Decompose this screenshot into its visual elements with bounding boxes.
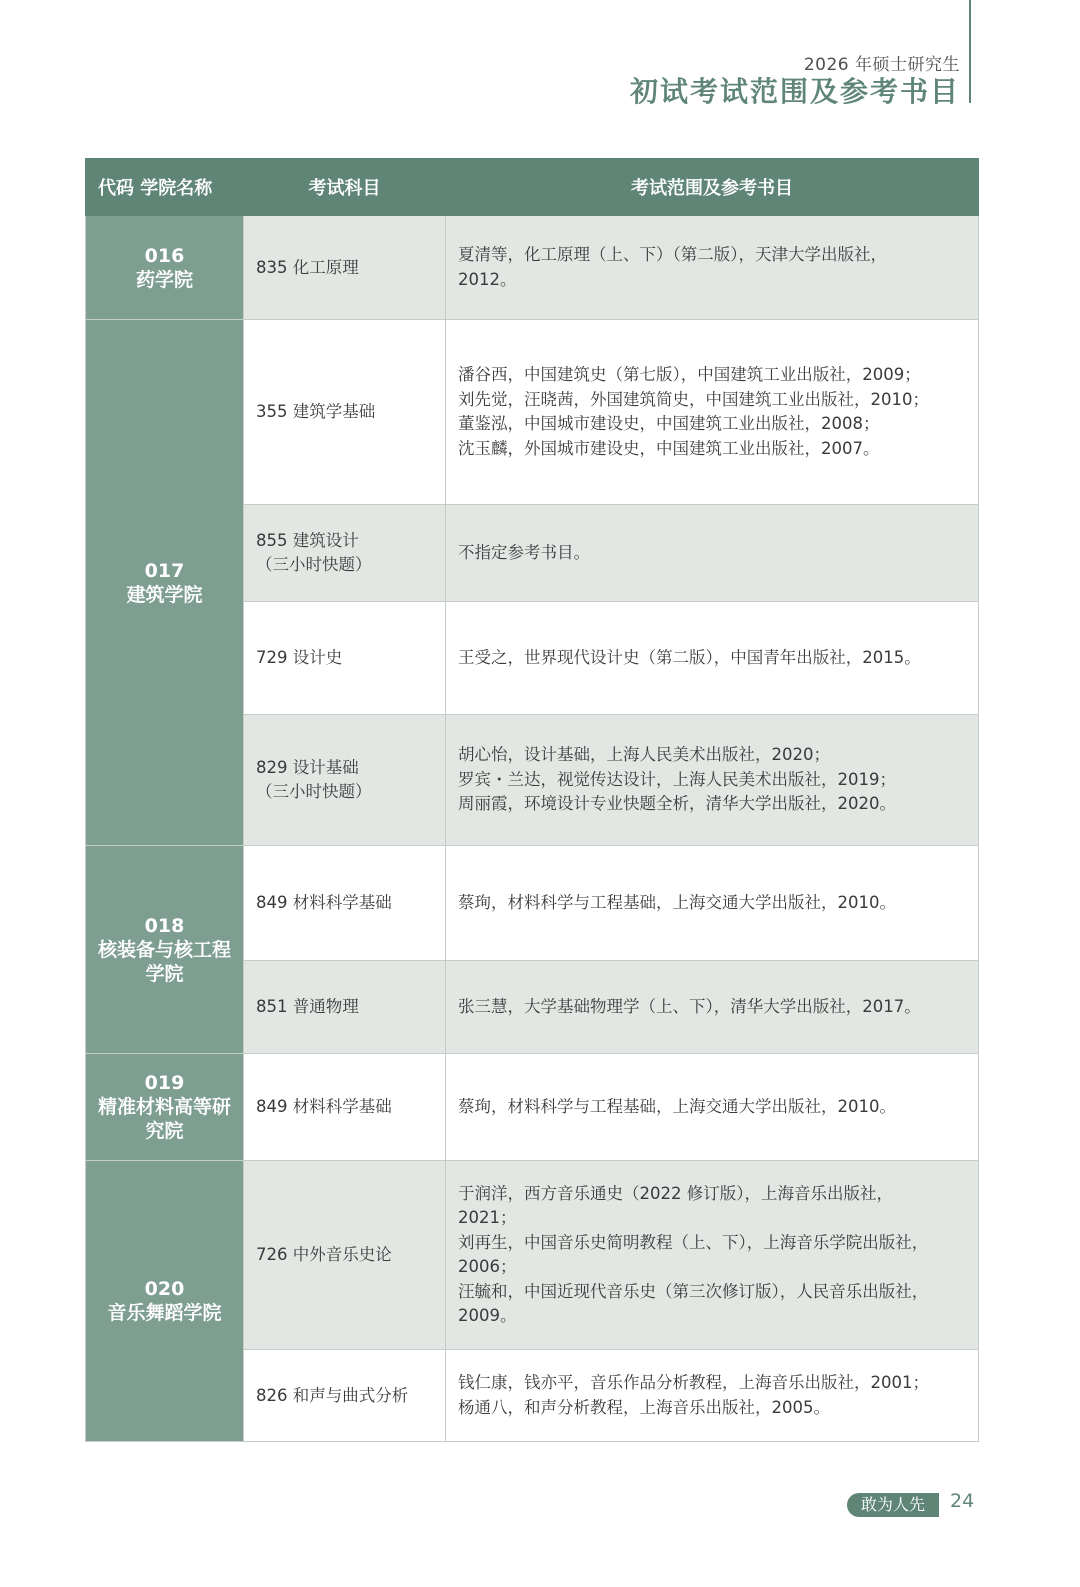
institute-name: 核装备与核工程学院 (97, 938, 231, 985)
header-subtitle: 2026 年硕士研究生 (803, 55, 960, 75)
subject-line: 829 设计基础 (256, 758, 359, 777)
subject-line: （三小时快题） (256, 555, 372, 574)
ref-line: 于润洋，西方音乐通史（2022 修订版），上海音乐出版社， (458, 1183, 893, 1203)
subject-line: 851 普通物理 (256, 997, 359, 1016)
institute-name: 音乐舞蹈学院 (107, 1302, 222, 1324)
table-row (86, 1161, 979, 1350)
subject-line: 849 材料科学基础 (256, 893, 392, 912)
institute-name: 药学院 (135, 268, 193, 291)
subject-line: 726 中外音乐史论 (256, 1245, 392, 1264)
refs-cell (446, 715, 979, 846)
ref-line: 刘先觉，汪晓茜，外国建筑简史，中国建筑工业出版社，2010； (458, 389, 929, 409)
subject-cell (244, 715, 446, 846)
subject-cell (244, 961, 446, 1054)
subject-cell (244, 1161, 446, 1350)
footer-slogan-tag: 敢为人先 (847, 1493, 939, 1517)
ref-line: 2009。 (458, 1306, 517, 1325)
ref-line: 潘谷西，中国建筑史（第七版），中国建筑工业出版社，2009； (458, 365, 921, 384)
subject-cell (244, 320, 446, 505)
subject-cell (244, 505, 446, 602)
institute-code: 020 (144, 1278, 185, 1300)
ref-line: 罗宾・兰达，视觉传达设计，上海人民美术出版社，2019； (458, 769, 896, 789)
ref-line: 胡心怡，设计基础，上海人民美术出版社，2020； (458, 745, 830, 765)
institute-cell (86, 216, 244, 320)
refs-cell (446, 1161, 979, 1350)
subject-line: 835 化工原理 (256, 257, 359, 277)
subject-cell (244, 216, 446, 320)
ref-line: 张三慧，大学基础物理学（上、下），清华大学出版社，2017。 (458, 996, 921, 1016)
ref-line: 汪毓和，中国近现代音乐史（第三次修订版），人民音乐出版社， (458, 1281, 929, 1301)
institute-code: 018 (144, 914, 185, 937)
table-row (86, 216, 979, 320)
subject-line: 729 设计史 (256, 648, 343, 667)
refs-cell (446, 216, 979, 320)
subject-line: 826 和声与曲式分析 (256, 1385, 409, 1405)
ref-line: 不指定参考书目。 (458, 542, 590, 562)
subject-line: （三小时快题） (256, 782, 372, 801)
header-divider-line (969, 0, 971, 103)
page-title: 初试考试范围及参考书目 (629, 75, 960, 108)
ref-line: 周丽霞，环境设计专业快题全析，清华大学出版社，2020。 (458, 794, 896, 814)
subject-cell (244, 846, 446, 961)
refs-cell (446, 1350, 979, 1442)
table-header-row (86, 159, 979, 216)
ref-line: 2006； (458, 1257, 517, 1276)
ref-line: 刘再生，中国音乐史简明教程（上、下），上海音乐学院出版社， (458, 1232, 929, 1252)
subject-line: 355 建筑学基础 (256, 402, 376, 421)
ref-line: 董鉴泓，中国城市建设史，中国建筑工业出版社，2008； (458, 414, 880, 433)
ref-line: 王受之，世界现代设计史（第二版），中国青年出版社，2015。 (458, 647, 921, 667)
institute-name: 精准材料高等研究院 (97, 1096, 231, 1142)
refs-cell (446, 320, 979, 505)
header-subject: 考试科目 (244, 159, 446, 216)
subject-cell (244, 602, 446, 715)
institute-name: 建筑学院 (126, 583, 203, 606)
table-row (86, 846, 979, 961)
ref-line: 沈玉麟，外国城市建设史，中国建筑工业出版社，2007。 (458, 438, 880, 458)
refs-cell (446, 1054, 979, 1161)
institute-cell (86, 1161, 244, 1442)
institute-code: 017 (144, 559, 185, 582)
ref-line: 蔡珣，材料科学与工程基础，上海交通大学出版社，2010。 (458, 892, 896, 912)
ref-line: 杨通八，和声分析教程，上海音乐出版社，2005。 (458, 1397, 830, 1417)
ref-line: 2012。 (458, 269, 517, 289)
ref-line: 2021； (458, 1208, 517, 1227)
subject-line: 855 建筑设计 (256, 531, 359, 550)
refs-cell (446, 505, 979, 602)
institute-cell (86, 320, 244, 846)
exam-scope-table (85, 158, 979, 1442)
subject-line: 849 材料科学基础 (256, 1097, 392, 1116)
refs-cell (446, 602, 979, 715)
header-institute: 代码 学院名称 (86, 159, 244, 216)
institute-code: 016 (144, 244, 185, 267)
page-number: 24 (950, 1490, 975, 1512)
ref-line: 蔡珣，材料科学与工程基础，上海交通大学出版社，2010。 (458, 1096, 896, 1116)
header-refs: 考试范围及参考书目 (446, 159, 979, 216)
institute-cell (86, 846, 244, 1054)
refs-cell (446, 961, 979, 1054)
ref-line: 夏清等，化工原理（上、下）（第二版），天津大学出版社， (458, 245, 887, 264)
institute-code: 019 (144, 1072, 185, 1094)
table-row (86, 1054, 979, 1161)
subject-cell (244, 1350, 446, 1442)
ref-line: 钱仁康，钱亦平，音乐作品分析教程，上海音乐出版社，2001； (458, 1373, 929, 1392)
table-row (86, 320, 979, 505)
refs-cell (446, 846, 979, 961)
subject-cell (244, 1054, 446, 1161)
institute-cell (86, 1054, 244, 1161)
